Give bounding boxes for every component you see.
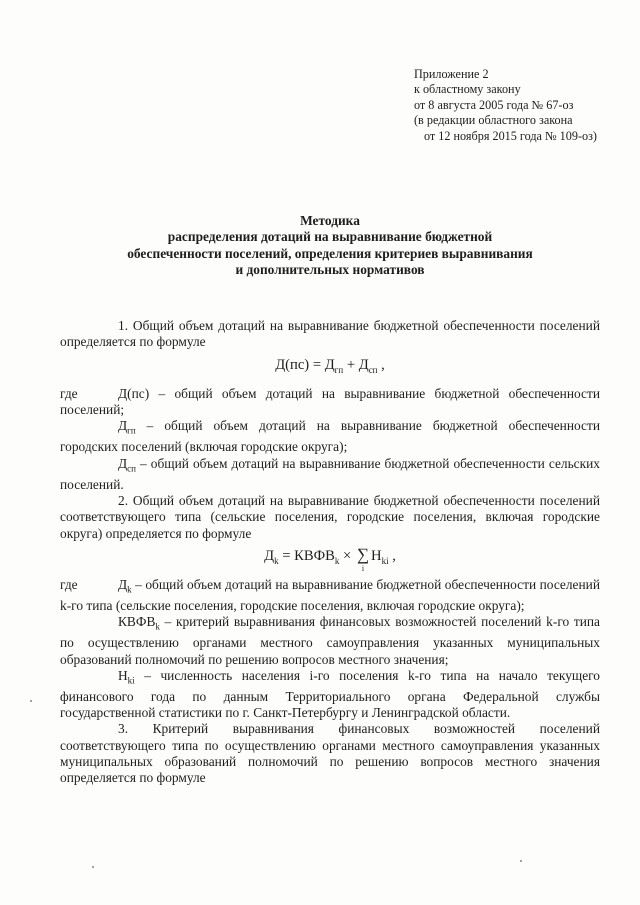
symbol-subscript: гп (127, 426, 136, 437)
formula-term: Д (264, 547, 275, 564)
symbol-base: Д (118, 418, 128, 434)
formula-subscript: k (274, 555, 279, 566)
symbol-subscript: сп (127, 463, 136, 474)
formula-operator: = (278, 547, 295, 564)
formula-term: Д (358, 356, 369, 373)
formula-operator: + (343, 356, 359, 373)
formula-term: Н (371, 547, 382, 564)
symbol-subscript: k (127, 584, 132, 595)
appendix-line: (в редакции областного закона (414, 113, 573, 128)
appendix-line: от 12 ноября 2015 года № 109-оз) (424, 128, 597, 143)
appendix-line: к областному закону (414, 82, 521, 97)
document-body (60, 318, 600, 787)
formula-operator: , (388, 547, 396, 564)
formula-term: Д(пс) (275, 356, 310, 373)
paragraph-3: 3. Критерий выравнивания финансовых возможностей поселений соответствующего типа по осуществлению органами местного самоуправления указанных муниципальных образований полномочий по решению вопросов местного значения определяется по формуле (60, 721, 600, 786)
paragraph-1: 1. Общий объем дотаций на выравнивание бюджетной обеспеченности поселений определяется по формуле (60, 318, 600, 350)
definition-symbol (118, 455, 136, 474)
title-line: распределения дотаций на выравнивание бюджетной (167, 229, 493, 245)
paragraph-2: 2. Общий объем дотаций на выравнивание бюджетной обеспеченности поселений соответствующего типа (сельские поселения, городские поселения, включая городские округа) определяется по формуле (60, 492, 600, 541)
definition-text: – критерий выравнивания финансовых возможностей поселений k-го типа по осуществлению органами местного самоуправления указанных муниципальных образований полномочий по решению вопросов местного значения; (60, 614, 600, 667)
sum-index: i (361, 563, 365, 573)
definition-symbol (118, 418, 136, 437)
definition (60, 668, 600, 722)
symbol-base: КВФВ (118, 614, 156, 630)
definition (60, 386, 600, 419)
formula-term: КВФВ (294, 547, 335, 564)
definition-symbol (118, 667, 135, 686)
formula-operator: × (339, 547, 355, 564)
definition-symbol (118, 614, 160, 632)
scan-speck (92, 866, 94, 868)
title-line: Методика (300, 213, 360, 228)
appendix-line: Приложение 2 (414, 67, 489, 81)
title-line: и дополнительных нормативов (235, 262, 425, 278)
definition-text: – численность населения i-го поселения k-го типа на начало текущего финансового года по данным Территориального органа Федеральной службы государственной статистики по г. Санкт-Петербургу и Ленинградской области. (60, 667, 600, 721)
scan-speck (520, 860, 522, 862)
definition (60, 456, 600, 493)
definition-text: – общий объем дотаций на выравнивание бюджетной обеспеченности поселений k-го типа (сельские поселения, городские поселения, включая городские округа); (60, 577, 600, 613)
formula-1 (60, 351, 600, 386)
sum-sign: ∑ (356, 544, 370, 564)
definition (60, 418, 600, 455)
definition (60, 614, 600, 668)
title-line: обеспеченности поселений, определения критериев выравнивания (127, 245, 533, 261)
definition-prefix: где (60, 385, 78, 401)
definition-symbol (118, 577, 132, 595)
formula-operator: , (377, 356, 385, 373)
formula-subscript: сп (368, 364, 378, 375)
symbol-subscript: k (155, 621, 160, 632)
formula-operator: = (309, 356, 325, 373)
formula-2 (60, 542, 600, 577)
definition (60, 577, 600, 614)
symbol-base: Д (118, 455, 128, 471)
appendix-header (414, 67, 597, 144)
formula-subscript: гп (334, 364, 344, 375)
formula-subscript: ki (381, 555, 389, 566)
definition-text: – общий объем дотаций на выравнивание бюджетной обеспеченности сельских поселений. (60, 455, 600, 492)
definition-prefix: где (60, 577, 78, 593)
formula-subscript: k (334, 555, 340, 566)
symbol-base: Н (118, 667, 128, 683)
formula-term: Д (324, 356, 335, 373)
definition-text: Д(пс) – общий объем дотаций на выравнивание бюджетной обеспеченности поселений; (60, 385, 600, 418)
document-title (60, 213, 600, 279)
symbol-subscript: ki (127, 675, 135, 686)
sum-symbol (356, 544, 370, 573)
definition-text: – общий объем дотаций на выравнивание бюджетной обеспеченности городских поселений (включая городские округа); (60, 418, 600, 455)
symbol-base: Д (118, 577, 128, 593)
scan-speck (30, 700, 32, 702)
appendix-line: от 8 августа 2005 года № 67-оз (414, 97, 574, 112)
